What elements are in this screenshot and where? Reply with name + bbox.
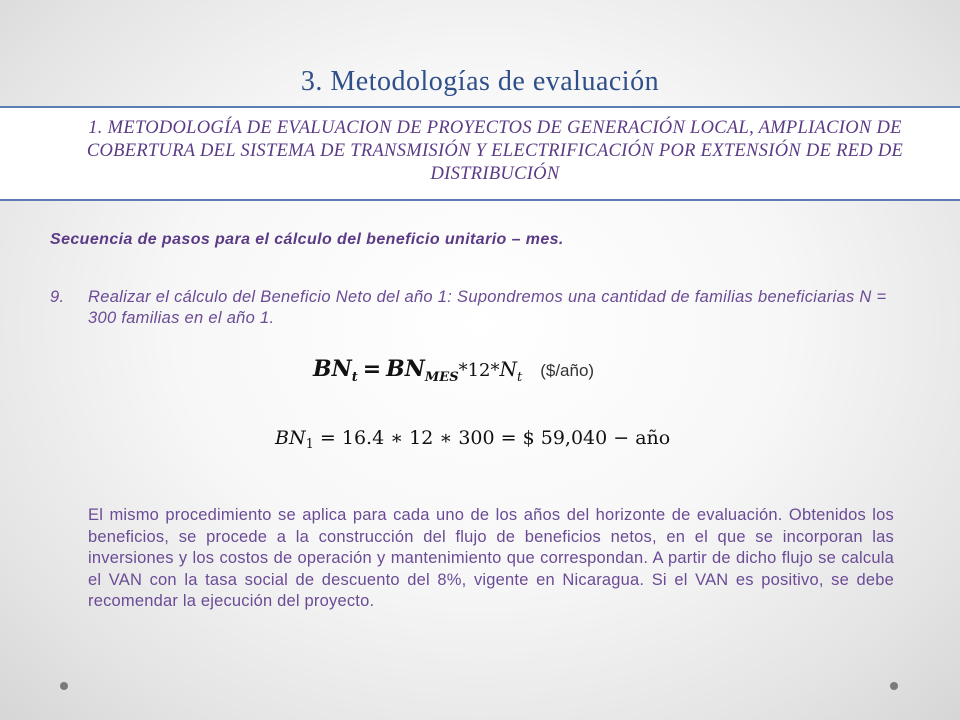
example-lhs-sub: 1 xyxy=(305,437,314,452)
formula-n-sub: t xyxy=(516,370,523,385)
step-text: Realizar el cálculo del Beneficio Neto del año 1: Supondremos una cantidad de familias beneficiarias N = 300 familias en el año 1. xyxy=(88,288,887,327)
step-number: 9. xyxy=(50,288,65,306)
formula-unit: ($/año) xyxy=(540,361,595,380)
formula-rhs-sub: MES xyxy=(424,370,459,385)
left-bullet-dot xyxy=(60,682,68,690)
formula-general xyxy=(313,356,653,392)
subtitle: 1. METODOLOGÍA DE EVALUACION DE PROYECTOS DE GENERACIÓN LOCAL, AMPLIACION DE COBERTURA DEL SISTEMA DE TRANSMISIÓN Y ELECTRIFICACIÓN POR EXTENSIÓN DE RED DE DISTRIBUCIÓN xyxy=(86,118,904,184)
slide-title: 3. Metodologías de evaluación xyxy=(300,66,660,97)
formula-lhs: BN xyxy=(313,356,352,382)
formula-multiplier: *12* xyxy=(458,360,500,381)
formula-lhs-sub: t xyxy=(351,370,358,385)
right-bullet-dot xyxy=(890,682,898,690)
formula-rhs: BN xyxy=(386,356,425,382)
body-paragraph: El mismo procedimiento se aplica para cada uno de los años del horizonte de evaluación. Obtenidos los beneficios, se procede a la construcción del flujo de beneficios netos, en el que se incorporan las inversiones y los costos de operación y mantenimiento que correspondan. A partir de dicho flujo se calcula el VAN con la tasa social de descuento del 8%, vigente en Nicaragua. Si el VAN es positivo, se debe recomendar la ejecución del proyecto. xyxy=(88,506,894,610)
example-lhs: BN xyxy=(275,427,306,449)
formula-n: N xyxy=(499,357,517,381)
formula-eq: = xyxy=(362,357,382,382)
example-expression: = 16.4 ∗ 12 ∗ 300 = $ 59,040 − año xyxy=(313,427,671,449)
section-heading: Secuencia de pasos para el cálculo del beneficio unitario – mes. xyxy=(50,231,564,248)
formula-example xyxy=(275,427,775,452)
subtitle-divider xyxy=(0,199,960,201)
